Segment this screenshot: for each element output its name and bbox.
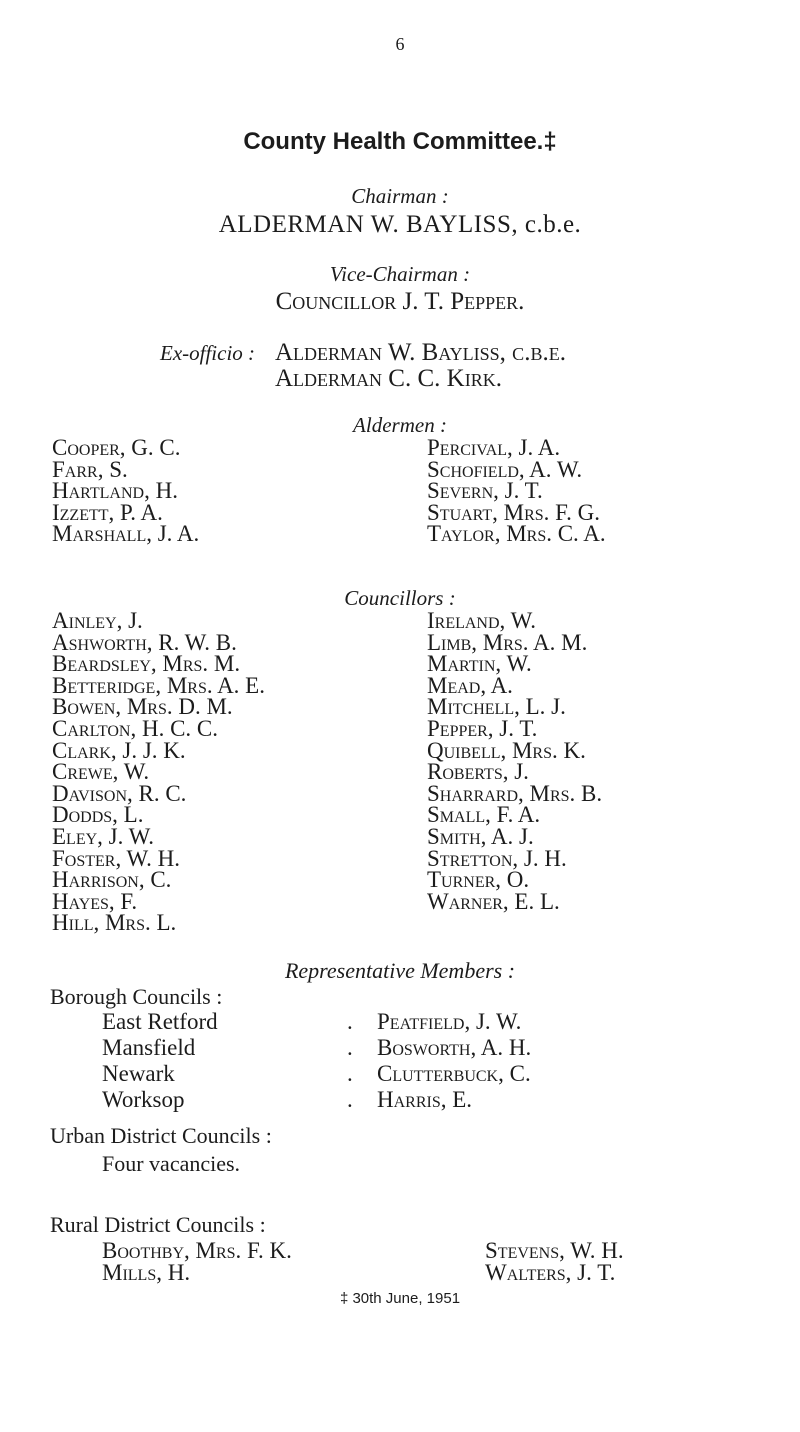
aldermen-heading: Aldermen : [353, 413, 447, 437]
list-item: Foster, W. H. [52, 845, 181, 871]
list-item: Mitchell, L. J. [427, 694, 566, 720]
list-item: Small, F. A. [427, 802, 541, 828]
rural-right-list [485, 1240, 624, 1284]
vice-chairman-name: Councillor J. T. Pepper. [275, 288, 525, 315]
list-item: Roberts, J. [427, 759, 529, 785]
borough-place: Mansfield [102, 1035, 196, 1060]
list-item: Boothby, Mrs. F. K. [102, 1238, 292, 1263]
rural-councils-label: Rural District Councils : [50, 1212, 266, 1237]
list-item: Limb, Mrs. A. M. [427, 629, 588, 655]
chairman-name: ALDERMAN W. BAYLISS, c.b.e. [218, 211, 582, 238]
list-item: Walters, J. T. [485, 1260, 616, 1285]
borough-place: East Retford [102, 1009, 218, 1034]
borough-representative: Clutterbuck, C. [377, 1061, 531, 1086]
list-item: Bowen, Mrs. D. M. [52, 694, 233, 720]
list-item: Ashworth, R. W. B. [52, 629, 237, 655]
page-number: 6 [395, 34, 405, 54]
borough-representatives-table [102, 1009, 531, 1113]
councillors-right-list [427, 610, 602, 912]
list-item: Harrison, C. [52, 867, 172, 893]
list-item: Taylor, Mrs. C. A. [427, 521, 606, 547]
page-title: County Health Committee.‡ [243, 128, 557, 155]
list-item: Crewe, W. [52, 759, 150, 785]
list-item: Percival, J. A. [427, 435, 561, 460]
ex-officio-name-2: Alderman C. C. Kirk. [275, 365, 502, 392]
borough-place: Newark [102, 1061, 175, 1086]
borough-representative: Harris, E. [377, 1087, 473, 1112]
list-item: Izzett, P. A. [52, 499, 163, 525]
list-item: Hartland, H. [52, 478, 178, 504]
list-item: Eley, J. W. [52, 823, 155, 849]
list-item: Severn, J. T. [427, 478, 543, 504]
list-item: Schofield, A. W. [427, 456, 583, 482]
representatives-heading: Representative Members : [284, 958, 516, 983]
list-item: Beardsley, Mrs. M. [52, 651, 241, 677]
vice-chairman-label: Vice-Chairman : [329, 262, 471, 286]
list-item: Marshall, J. A. [52, 521, 200, 547]
list-item: Ainley, J. [52, 608, 143, 633]
list-item: Smith, A. J. [427, 823, 534, 849]
list-item: Farr, S. [52, 456, 128, 482]
list-item: Stuart, Mrs. F. G. [427, 499, 600, 525]
rural-left-list [102, 1240, 292, 1284]
list-item: Sharrard, Mrs. B. [427, 780, 603, 806]
table-row [102, 1087, 531, 1113]
list-item: Dodds, L. [52, 802, 144, 828]
list-item: Stevens, W. H. [485, 1238, 624, 1263]
list-item: Martin, W. [427, 651, 532, 677]
leader-dot: . [347, 1061, 353, 1086]
borough-representative: Peatfield, J. W. [377, 1009, 522, 1034]
councillors-left-list [52, 610, 265, 934]
list-item: Quibell, Mrs. K. [427, 737, 586, 763]
footnote: ‡ 30th June, 1951 [339, 1290, 461, 1307]
list-item: Turner, O. [427, 867, 530, 893]
list-item: Stretton, J. H. [427, 845, 567, 871]
table-row [102, 1009, 531, 1035]
list-item: Ireland, W. [427, 608, 536, 633]
chairman-label: Chairman : [351, 184, 449, 208]
table-row [102, 1035, 531, 1061]
list-item: Cooper, G. C. [52, 435, 181, 460]
urban-councils-value: Four vacancies. [102, 1151, 241, 1176]
list-item: Mills, H. [102, 1260, 191, 1285]
list-item: Hayes, F. [52, 888, 138, 914]
leader-dot: . [347, 1035, 353, 1060]
leader-dot: . [347, 1087, 353, 1112]
list-item: Hill, Mrs. L. [52, 910, 177, 936]
table-row [102, 1061, 531, 1087]
list-item: Betteridge, Mrs. A. E. [52, 672, 265, 698]
urban-councils-label: Urban District Councils : [50, 1123, 272, 1148]
list-item: Mead, A. [427, 672, 513, 698]
leader-dot: . [347, 1009, 353, 1034]
borough-place: Worksop [102, 1087, 185, 1112]
list-item: Carlton, H. C. C. [52, 715, 219, 741]
list-item: Davison, R. C. [52, 780, 187, 806]
aldermen-left-list [52, 437, 199, 545]
list-item: Warner, E. L. [427, 888, 560, 914]
ex-officio-label: Ex-officio : [160, 341, 256, 365]
borough-representative: Bosworth, A. H. [377, 1035, 532, 1060]
aldermen-right-list [427, 437, 606, 545]
councillors-heading: Councillors : [344, 586, 456, 610]
list-item: Clark, J. J. K. [52, 737, 186, 763]
borough-councils-label: Borough Councils : [50, 984, 223, 1009]
list-item: Pepper, J. T. [427, 715, 538, 741]
ex-officio-name-1: Alderman W. Bayliss, c.b.e. [275, 339, 566, 366]
